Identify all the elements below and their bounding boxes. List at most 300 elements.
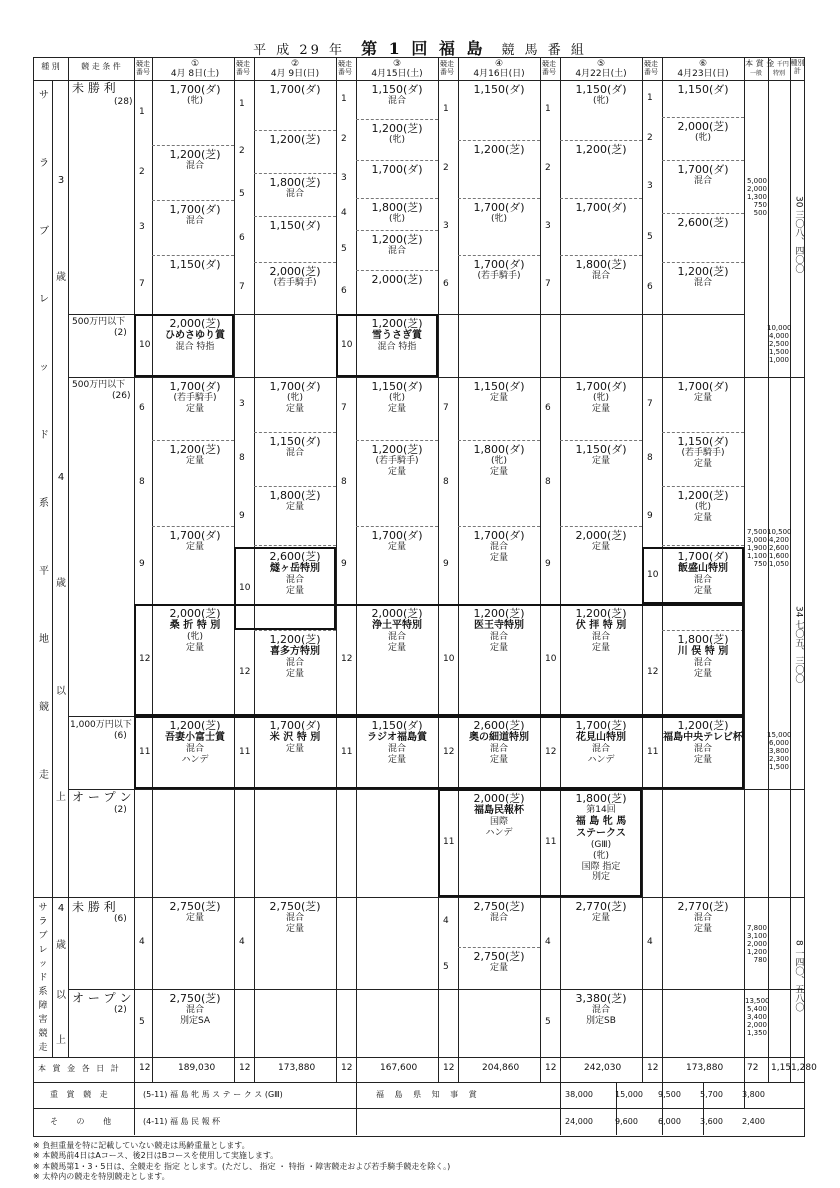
race-number: 10 xyxy=(239,582,251,593)
race-distance: 1,700(ダ) xyxy=(677,550,729,563)
special-race-cell xyxy=(254,550,336,629)
race-cell xyxy=(662,83,744,116)
race-note: 定量 xyxy=(185,403,204,414)
daily-race-count: 12 xyxy=(443,1063,455,1073)
race-number: 6 xyxy=(239,233,245,243)
race-cell xyxy=(458,443,540,525)
race-cell xyxy=(254,133,336,172)
race-note: 混合 xyxy=(489,913,508,924)
class-total-jump: 8 一四〇、五八〇 xyxy=(793,940,804,1012)
prize-value: 3,800 xyxy=(768,747,789,756)
race-name: 雪うさぎ賞 xyxy=(372,330,422,342)
race-cell xyxy=(356,163,438,197)
race-distance: 2,600(芝) xyxy=(677,216,729,229)
side-label-char: ブ xyxy=(39,226,49,237)
race-note: 混合 特指 xyxy=(175,342,215,353)
prize-value: 2,000 xyxy=(746,940,767,949)
race-distance: 1,150(ダ) xyxy=(677,435,729,448)
daily-prize-total: 173,880 xyxy=(278,1063,316,1073)
race-note: 混合 xyxy=(285,913,304,924)
race-note: 定量 xyxy=(185,542,204,553)
race-note: 定量 xyxy=(285,744,304,755)
race-number: 2 xyxy=(647,132,653,143)
race-number: 10 xyxy=(139,339,151,350)
table-column-rule xyxy=(356,1057,357,1082)
race-distance: 2,000(芝) xyxy=(371,607,423,620)
season-race-count: 72 xyxy=(747,1063,759,1073)
race-note: 混合 xyxy=(185,744,204,755)
race-number: 8 xyxy=(139,477,145,487)
dashed-divider xyxy=(356,230,438,231)
race-cell xyxy=(154,83,236,144)
side-label-char: 害 xyxy=(38,1015,48,1025)
race-note: (GⅢ) xyxy=(590,839,612,850)
note-2: ※ 本競馬前4日はAコース、後2日はBコースを使用して実施します。 xyxy=(33,1151,279,1161)
season-prize-total: 1,151,280 xyxy=(771,1063,817,1073)
race-number: 12 xyxy=(647,667,659,677)
prize-jump-open xyxy=(745,997,770,1038)
col-header-prize-a: 一般 xyxy=(749,70,762,77)
note-1: ※ 負担重量を特に記載していない競走は馬齢重量とします。 xyxy=(33,1141,250,1150)
race-distance: 2,770(芝) xyxy=(575,900,627,913)
race-cell xyxy=(458,529,540,603)
race-number: 5 xyxy=(239,188,245,199)
prize-value: 3,000 xyxy=(746,536,767,545)
table-rule xyxy=(68,314,744,315)
table-rule xyxy=(33,1082,805,1083)
race-note: 国際 xyxy=(489,817,508,828)
table-column-rule xyxy=(662,1057,663,1082)
race-number: 2 xyxy=(139,166,145,177)
race-number: 11 xyxy=(239,746,251,757)
side-label-char: レ xyxy=(39,294,49,305)
cond-count: (2) xyxy=(114,1005,127,1015)
prize-value: 780 xyxy=(753,956,767,965)
prize-value: 4,200 xyxy=(768,536,789,545)
race-cell xyxy=(356,83,438,118)
race-distance: 2,750(芝) xyxy=(169,992,221,1005)
award-value: 2,400 xyxy=(742,1117,765,1126)
col-header-race-no: 競走番号 xyxy=(644,60,658,77)
special-race-cell xyxy=(662,550,744,603)
race-cell xyxy=(662,163,744,212)
race-distance: 1,700(ダ) xyxy=(473,258,525,271)
race-distance: 1,700(ダ) xyxy=(677,163,729,176)
table-rule xyxy=(33,1057,805,1058)
daily-prize-total: 204,860 xyxy=(482,1063,520,1073)
race-number: 6 xyxy=(443,278,449,289)
race-number: 3 xyxy=(443,220,449,231)
dashed-divider xyxy=(560,198,642,199)
day-number: ⑤ xyxy=(596,59,606,69)
race-distance: 1,700(ダ) xyxy=(169,529,221,542)
race-distance: 1,700(ダ) xyxy=(269,83,321,96)
table-column-rule xyxy=(540,57,541,1057)
race-note: 混合 xyxy=(693,278,712,289)
dashed-divider xyxy=(356,198,438,199)
award-value: 9,600 xyxy=(615,1117,638,1126)
dashed-divider xyxy=(458,604,540,605)
race-note: 定量 xyxy=(185,456,204,467)
race-note: (牝) xyxy=(592,96,610,107)
special-race-cell xyxy=(662,719,744,788)
cond-jump-maiden: 未 勝 利 xyxy=(72,900,116,914)
race-name: 福島中央テレビ杯 xyxy=(663,732,743,744)
race-distance: 1,200(芝) xyxy=(169,443,221,456)
cond-maiden-3yo: 未 勝 利 xyxy=(72,81,116,95)
race-cell xyxy=(458,143,540,197)
table-column-rule xyxy=(134,1057,135,1135)
race-number: 5 xyxy=(139,1017,145,1027)
race-note: (牝) xyxy=(186,632,204,643)
race-note: 混合 特指 xyxy=(377,342,417,353)
prize-value: 1,200 xyxy=(746,948,767,957)
race-note: 混合 xyxy=(693,913,712,924)
race-name: 飯盛山特別 xyxy=(678,563,728,575)
dashed-divider xyxy=(254,216,336,217)
race-number: 3 xyxy=(545,220,551,231)
dashed-divider xyxy=(560,604,642,605)
race-note: 混合 xyxy=(591,271,610,282)
race-note: 定量 xyxy=(285,403,304,414)
special-race-cell xyxy=(356,719,438,788)
table-rule xyxy=(33,80,805,81)
race-distance: 2,600(芝) xyxy=(473,719,525,732)
daily-race-count: 12 xyxy=(647,1063,659,1073)
race-number: 10 xyxy=(341,339,353,350)
race-name: 伏 拝 特 別 xyxy=(575,620,627,632)
race-number: 11 xyxy=(341,746,353,757)
cond-500b: 500万円以下 xyxy=(72,380,126,390)
race-note: 混合 xyxy=(693,575,712,586)
page-title: 平 成 29 年 第 1 回 福 島 競 馬 番 組 xyxy=(253,39,587,58)
race-note: 定量 xyxy=(489,754,508,765)
side-label-char: サ xyxy=(39,90,49,101)
race-note: (若手騎手) xyxy=(477,271,521,282)
race-distance: 1,150(ダ) xyxy=(169,258,221,271)
race-cell xyxy=(560,258,642,313)
race-note: (牝) xyxy=(490,456,508,467)
table-column-rule xyxy=(152,1057,153,1082)
graded-race-cell xyxy=(560,792,642,896)
race-number: 5 xyxy=(341,244,347,254)
race-note: ハンデ xyxy=(587,754,615,765)
table-column-rule xyxy=(52,80,53,1057)
race-number: 6 xyxy=(647,282,653,292)
dashed-divider xyxy=(152,604,234,605)
race-number: 9 xyxy=(239,510,245,521)
age-label: 以 xyxy=(56,990,66,1001)
prize-value: 7,500 xyxy=(746,528,767,536)
race-distance: 1,700(ダ) xyxy=(677,380,729,393)
race-note: (牝) xyxy=(694,502,712,513)
race-number: 12 xyxy=(139,654,151,664)
special-race-cell xyxy=(254,719,336,788)
race-cell xyxy=(560,83,642,139)
dashed-divider xyxy=(560,255,642,256)
side-label-char: 走 xyxy=(38,1043,48,1053)
race-note: 混合 xyxy=(387,246,406,257)
race-note: 定量 xyxy=(693,512,712,523)
race-number: 11 xyxy=(647,746,659,757)
race-distance: 1,200(芝) xyxy=(371,443,423,456)
race-cell xyxy=(458,201,540,254)
race-note: 定量 xyxy=(285,502,304,513)
prize-value: 1,500 xyxy=(768,348,789,357)
race-number: 5 xyxy=(545,1017,551,1027)
dashed-divider xyxy=(458,140,540,141)
col-header-cond: 競 走 条 件 xyxy=(81,62,121,71)
race-note: (若手騎手) xyxy=(681,448,725,459)
race-note: 定量 xyxy=(591,403,610,414)
award-value: 24,000 xyxy=(565,1117,593,1126)
prize-500b-special xyxy=(767,528,792,569)
race-cell xyxy=(458,83,540,139)
other-race-name: (4-11) 福 島 民 報 杯 xyxy=(143,1117,221,1126)
race-distance: 1,200(芝) xyxy=(575,143,627,156)
race-name: 浄土平特別 xyxy=(372,620,422,632)
cond-1000: 1,000万円以下 xyxy=(70,720,132,730)
race-cell xyxy=(662,216,744,261)
cond-count: (2) xyxy=(114,805,127,815)
race-distance: 1,200(芝) xyxy=(371,233,423,246)
race-number: 11 xyxy=(443,837,455,847)
prize-value: 750 xyxy=(753,560,767,569)
race-distance: 1,150(ダ) xyxy=(473,380,525,393)
table-column-rule xyxy=(642,1057,643,1082)
race-number: 6 xyxy=(341,286,347,296)
table-column-rule xyxy=(68,57,69,1057)
race-distance: 1,150(ダ) xyxy=(371,83,423,96)
special-race-cell xyxy=(458,792,540,896)
cond-open: オ ー プ ン xyxy=(72,790,132,804)
side-label-char: ラ xyxy=(39,158,49,169)
dashed-divider xyxy=(152,526,234,527)
prize-value: 1,350 xyxy=(746,1029,767,1038)
col-header-race-no: 競走番号 xyxy=(338,60,352,77)
day-number: ⑥ xyxy=(698,59,708,69)
dashed-divider xyxy=(458,526,540,527)
race-note: 定量 xyxy=(387,642,406,653)
dashed-divider xyxy=(254,173,336,174)
race-note: 別定 xyxy=(591,872,610,883)
race-cell xyxy=(560,529,642,603)
race-distance: 1,800(芝) xyxy=(575,792,627,805)
day-number: ③ xyxy=(392,59,402,69)
prize-value: 3,400 xyxy=(746,1013,767,1022)
race-note: 国際 指定 xyxy=(581,861,621,872)
special-race-cell xyxy=(458,719,540,788)
race-note: (牝) xyxy=(388,214,406,225)
dashed-divider xyxy=(662,160,744,161)
race-note: 混合 xyxy=(185,1005,204,1016)
race-distance: 1,800(芝) xyxy=(269,489,321,502)
age-label: 3 xyxy=(57,175,65,186)
col-header-total: 種別計 xyxy=(790,59,805,76)
race-note: ハンデ xyxy=(485,827,513,838)
table-column-rule xyxy=(438,57,439,1057)
race-cell xyxy=(662,380,744,431)
race-distance: 1,700(ダ) xyxy=(269,719,321,732)
dashed-divider xyxy=(560,526,642,527)
race-cell xyxy=(662,489,744,546)
side-label-char: ッ xyxy=(38,959,48,969)
prize-value: 15,000 xyxy=(767,731,792,739)
race-number: 5 xyxy=(647,231,653,242)
race-cell xyxy=(254,83,336,129)
race-note: 定量 xyxy=(285,585,304,596)
day-date: 4月22日(土) xyxy=(575,69,627,79)
table-rule xyxy=(68,377,805,378)
race-number: 9 xyxy=(341,559,347,569)
race-number: 4 xyxy=(139,937,145,947)
race-cell xyxy=(356,443,438,525)
race-note: (牝) xyxy=(388,135,406,146)
daily-race-count: 12 xyxy=(341,1063,353,1073)
race-number: 10 xyxy=(443,654,455,664)
dashed-divider xyxy=(458,255,540,256)
race-number: 4 xyxy=(647,937,653,947)
race-note: (牝) xyxy=(388,393,406,404)
col-header-race-no: 競走番号 xyxy=(136,60,150,77)
race-cell xyxy=(560,201,642,254)
prize-value: 1,000 xyxy=(768,356,789,365)
race-number: 1 xyxy=(647,92,653,103)
race-note: 定量 xyxy=(185,913,204,924)
race-note: 定量 xyxy=(387,403,406,414)
race-note: (牝) xyxy=(286,393,304,404)
daily-prize-total: 167,600 xyxy=(380,1063,418,1073)
day-date: 4月23日(日) xyxy=(677,69,729,79)
prize-value: 1,100 xyxy=(746,552,767,561)
race-name: ラジオ福島賞 xyxy=(367,732,427,744)
race-note: 混合 xyxy=(489,744,508,755)
race-number: 3 xyxy=(647,180,653,191)
dashed-divider xyxy=(458,440,540,441)
day-date: 4月16日(日) xyxy=(473,69,525,79)
dashed-divider xyxy=(560,140,642,141)
side-label-char: 系 xyxy=(38,987,48,997)
side-label-char: 競 xyxy=(38,1029,48,1039)
race-distance: 1,700(ダ) xyxy=(575,201,627,214)
prize-value: 2,500 xyxy=(768,340,789,349)
race-cell xyxy=(560,992,642,1056)
race-number: 11 xyxy=(545,837,557,847)
race-distance: 2,750(芝) xyxy=(269,900,321,913)
table-rule xyxy=(33,897,805,898)
race-cell xyxy=(458,900,540,946)
race-note: 混合 xyxy=(387,96,406,107)
table-column-rule xyxy=(336,1057,337,1082)
race-distance: 1,700(ダ) xyxy=(169,203,221,216)
dashed-divider xyxy=(662,486,744,487)
side-label-char: ブ xyxy=(38,931,48,941)
side-label-char: レ xyxy=(38,945,48,955)
prize-value: 13,500 xyxy=(745,997,770,1005)
race-cell xyxy=(254,176,336,215)
dashed-divider xyxy=(560,440,642,441)
race-note: 定量 xyxy=(591,913,610,924)
race-distance: 1,150(ダ) xyxy=(371,380,423,393)
race-number: 7 xyxy=(239,282,245,292)
race-distance: 2,000(芝) xyxy=(169,607,221,620)
table-column-rule xyxy=(134,57,135,1057)
table-column-rule xyxy=(438,1057,439,1082)
race-distance: 1,700(ダ) xyxy=(371,163,423,176)
dashed-divider xyxy=(254,630,336,631)
prize-value: 500 xyxy=(753,209,767,218)
dashed-divider xyxy=(254,262,336,263)
race-distance: 2,770(芝) xyxy=(677,900,729,913)
race-cell xyxy=(154,900,236,988)
race-number: 3 xyxy=(239,398,245,409)
race-distance: 1,150(ダ) xyxy=(269,435,321,448)
race-distance: 1,200(芝) xyxy=(169,148,221,161)
dashed-divider xyxy=(254,486,336,487)
race-number: 1 xyxy=(239,99,245,109)
race-note: 定量 xyxy=(185,642,204,653)
age-label: 以 xyxy=(56,686,66,697)
graded-race-label: 重 賞 競 走 xyxy=(50,1090,111,1099)
prize-value: 2,000 xyxy=(746,1021,767,1030)
race-note: 定量 xyxy=(489,552,508,563)
award-value: 6,000 xyxy=(658,1117,681,1126)
race-cell xyxy=(458,380,540,439)
daily-race-count: 12 xyxy=(239,1063,251,1073)
other-race-label: そ の 他 xyxy=(50,1117,120,1126)
race-distance: 1,200(芝) xyxy=(575,607,627,620)
race-number: 9 xyxy=(647,510,653,521)
race-number: 2 xyxy=(239,145,245,156)
race-cell xyxy=(154,258,236,313)
col-header-prize: 本 賞 金 千円 xyxy=(745,59,789,68)
dashed-divider xyxy=(662,432,744,433)
race-distance: 3,380(芝) xyxy=(575,992,627,1005)
prize-value: 5,400 xyxy=(746,1005,767,1014)
daily-prize-total: 242,030 xyxy=(584,1063,622,1073)
race-note: 定量 xyxy=(285,668,304,679)
race-note: 定量 xyxy=(387,754,406,765)
race-distance: 1,700(ダ) xyxy=(269,380,321,393)
race-note: 混合 xyxy=(185,161,204,172)
race-number: 2 xyxy=(341,133,347,144)
race-note: 混合 xyxy=(285,189,304,200)
table-column-rule xyxy=(560,1057,561,1082)
race-distance: 1,700(ダ) xyxy=(575,380,627,393)
race-distance: 1,700(芝) xyxy=(575,719,627,732)
race-cell xyxy=(356,233,438,269)
race-distance: 1,800(芝) xyxy=(575,258,627,271)
race-note: 混合 xyxy=(693,744,712,755)
special-race-cell xyxy=(458,607,540,715)
race-distance: 1,200(芝) xyxy=(371,122,423,135)
race-cell xyxy=(560,143,642,197)
prize-value: 1,500 xyxy=(768,763,789,772)
prize-jump-maiden xyxy=(745,924,767,964)
race-name: 花見山特別 xyxy=(576,732,626,744)
race-note: (牝) xyxy=(694,133,712,144)
race-number: 8 xyxy=(341,477,347,487)
race-distance: 2,600(芝) xyxy=(269,550,321,563)
prize-value: 5,000 xyxy=(746,177,767,185)
race-number: 5 xyxy=(443,962,449,972)
race-distance: 1,150(ダ) xyxy=(575,443,627,456)
prize-value: 2,600 xyxy=(768,544,789,553)
race-distance: 1,200(芝) xyxy=(677,265,729,278)
prize-value: 4,000 xyxy=(768,332,789,341)
dashed-divider xyxy=(356,270,438,271)
race-note: 混合 xyxy=(387,632,406,643)
